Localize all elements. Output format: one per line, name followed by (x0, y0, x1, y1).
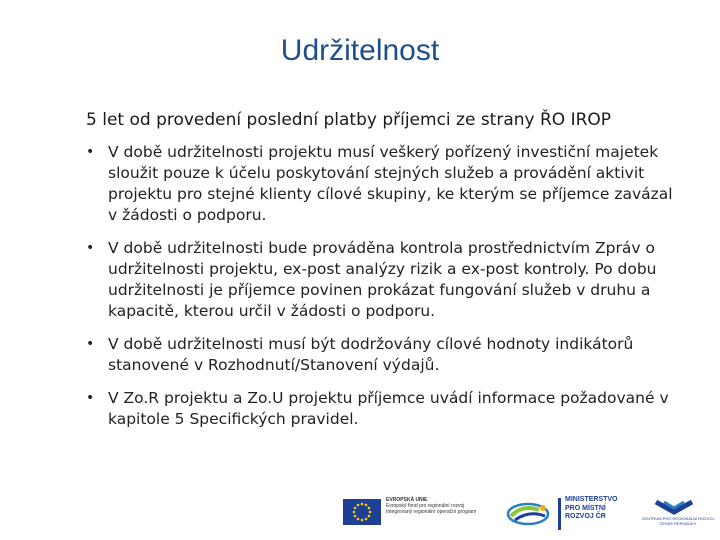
bullet-icon: • (86, 336, 95, 352)
crr-logo-line: ČESKÉ REPUBLIKY (659, 521, 697, 526)
bullet-item (84, 334, 684, 376)
mmr-logo-bar (558, 498, 561, 530)
slide-subtitle: 5 let od provedení poslední platby příjemci ze strany ŘO IROP (86, 110, 612, 130)
bullet-item (84, 238, 684, 322)
eu-flag-icon (343, 499, 381, 525)
bullet-text: V době udržitelnosti musí být dodržovány cílové hodnoty indikátorů stanovené v Rozhodnutí/Stanovení výdajů. (108, 335, 634, 374)
bullet-icon: • (86, 240, 95, 256)
eu-logo-line: EVROPSKÁ UNIE (386, 497, 428, 503)
bullet-icon: • (86, 390, 95, 406)
eu-logo-line: Integrovaný regionální operační program (386, 509, 477, 515)
crr-logo-line: CENTRUM PRO REGIONÁLNÍ ROZVOJ (641, 516, 715, 521)
bullet-item (84, 388, 684, 430)
bullet-icon: • (86, 144, 95, 160)
mmr-logo-text (565, 496, 625, 522)
eu-logo-text (386, 497, 498, 515)
mmr-logo-line: MINISTERSTVO (565, 496, 618, 503)
footer-logos (0, 490, 720, 540)
bullet-text: V Zo.R projektu a Zo.U projektu příjemce uvádí informace požadované v kapitole 5 Specifických pravidel. (108, 389, 669, 428)
crr-logo-icon (636, 498, 712, 532)
mmr-logo-line: ROZVOJ ČR (565, 513, 606, 520)
slide-title: Udržitelnost (280, 34, 440, 67)
bullet-item (84, 142, 684, 226)
mmr-logo-line: PRO MÍSTNÍ (565, 504, 606, 512)
bullet-text: V době udržitelnosti bude prováděna kontrola prostřednictvím Zpráv o udržitelnosti projektu, ex-post analýzy rizik a ex-post kontroly. Po dobu udržitelnosti je příjemce povinen prokázat fungování služeb v druhu a kapacitě, kterou určil v žádosti o podporu. (108, 239, 657, 320)
crr-logo-text (640, 516, 716, 526)
eu-logo-line: Evropský fond pro regionální rozvoj (386, 503, 465, 509)
bullet-text: V době udržitelnosti projektu musí veškerý pořízený investiční majetek sloužit pouze k účelu poskytování stejných služeb a provádění aktivit projektu pro stejné klienty cílové skupiny, ke kterým se příjemce zavázal v žádosti o podporu. (108, 143, 673, 224)
bullet-list (84, 142, 684, 442)
irop-logo-icon (505, 500, 551, 528)
